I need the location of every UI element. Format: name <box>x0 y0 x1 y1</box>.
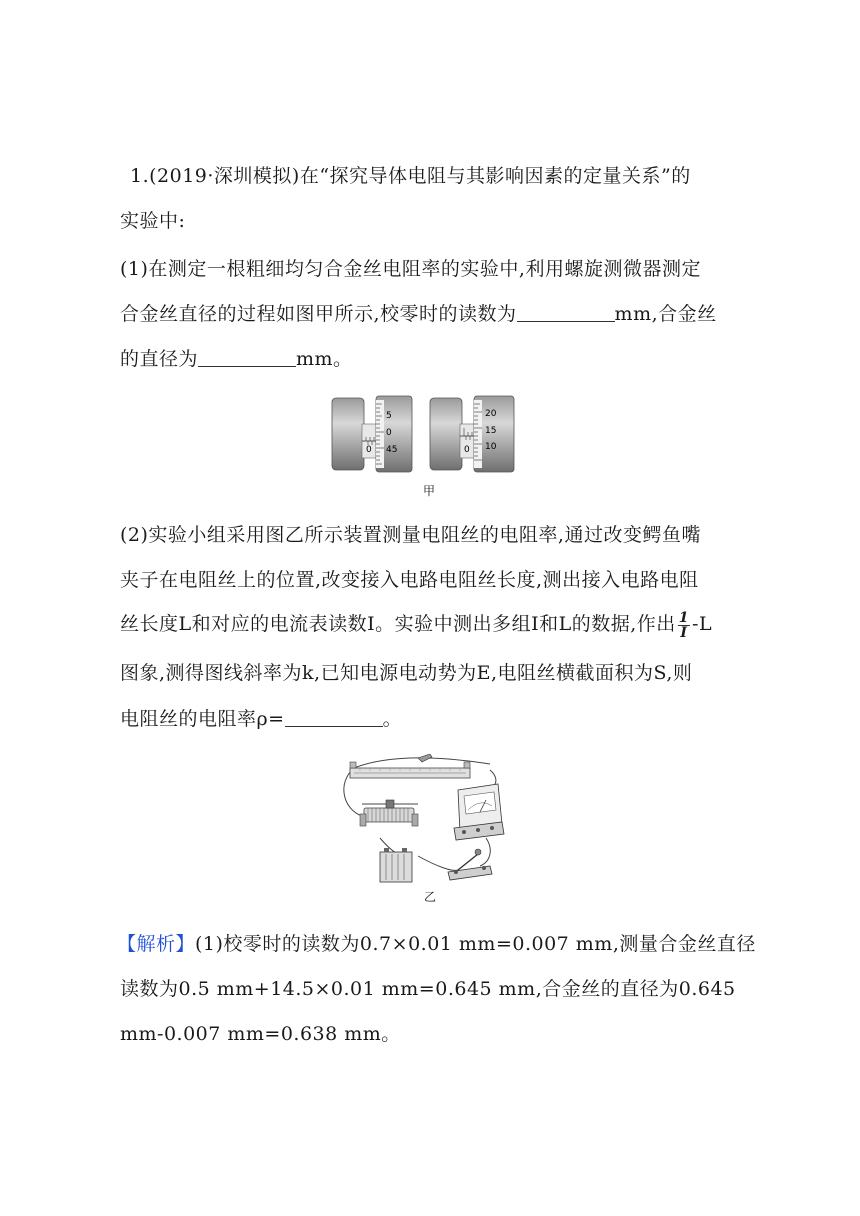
analysis-line-3: mm-0.007 mm=0.638 mm。 <box>120 1023 401 1045</box>
answer-blank-diameter[interactable] <box>198 348 296 367</box>
part2-line-3-text: 丝长度L和对应的电流表读数I。实验中测出多组I和L的数据,作出 <box>120 613 676 635</box>
micrometer-right-tick-20: 20 <box>485 409 497 419</box>
micrometer-right-zero: 0 <box>464 445 470 455</box>
part2-line-3 <box>120 609 712 640</box>
micrometer-right-tick-15: 15 <box>485 426 497 436</box>
question-line-1: 1.(2019·深圳模拟)在“探究导体电阻与其影响因素的定量关系”的 <box>130 165 691 187</box>
part1-line-3 <box>120 344 353 371</box>
micrometer-left-tick-5: 5 <box>386 411 392 421</box>
fraction-denominator: I <box>680 624 688 641</box>
micrometer-left-tick-45: 45 <box>386 445 398 455</box>
figure-circuit-apparatus <box>340 754 520 886</box>
part2-line-2: 夹子在电阻丝上的位置,改变接入电路电阻丝长度,测出接入电路电阻 <box>120 569 699 591</box>
part2-line-3-tail: -L <box>692 613 713 635</box>
part1-line-2-text: 合金丝直径的过程如图甲所示,校零时的读数为 <box>120 303 517 325</box>
part1-line-3-text: 的直径为 <box>120 348 199 370</box>
analysis-line-2: 读数为0.5 mm+14.5×0.01 mm=0.645 mm,合金丝的直径为0.645 <box>120 978 736 1000</box>
figure-micrometer <box>330 394 520 474</box>
answer-blank-resistivity[interactable] <box>285 708 383 727</box>
figure-jia-caption: 甲 <box>423 484 436 498</box>
micrometer-left-zero: 0 <box>366 445 372 455</box>
analysis-tag: 【解析】 <box>117 933 196 955</box>
fraction-numerator: 1 <box>678 609 690 626</box>
question-line-2: 实验中: <box>120 210 186 232</box>
answer-blank-zero-reading[interactable] <box>517 303 615 322</box>
part2-line-5 <box>120 704 402 731</box>
part1-line-2-tail: mm,合金丝 <box>614 303 717 325</box>
part1-line-2 <box>120 299 717 326</box>
part2-line-5-text: 电阻丝的电阻率ρ= <box>120 708 285 730</box>
part1-line-3-tail: mm。 <box>296 348 353 370</box>
figure-yi-caption: 乙 <box>424 890 437 904</box>
analysis-line-1-text: (1)校零时的读数为0.7×0.01 mm=0.007 mm,测量合金丝直径 <box>195 933 756 955</box>
analysis-line-1 <box>117 929 756 956</box>
micrometer-left-tick-0: 0 <box>386 428 392 438</box>
part1-line-1: (1)在测定一根粗细均匀合金丝电阻率的实验中,利用螺旋测微器测定 <box>120 258 701 280</box>
micrometer-right-tick-10: 10 <box>485 442 497 452</box>
fraction-one-over-i <box>678 611 690 640</box>
part2-line-4: 图象,测得图线斜率为k,已知电源电动势为E,电阻丝横截面积为S,则 <box>120 662 693 684</box>
part2-line-5-tail: 。 <box>382 708 403 730</box>
part2-line-1: (2)实验小组采用图乙所示装置测量电阻丝的电阻率,通过改变鳄鱼嘴 <box>120 524 701 546</box>
